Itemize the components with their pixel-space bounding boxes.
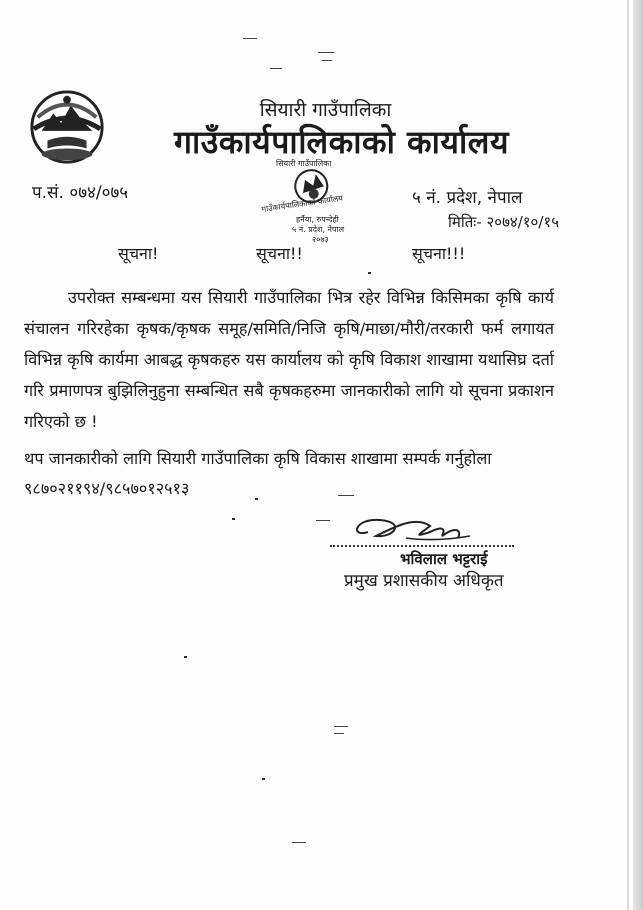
scan-speck xyxy=(316,520,330,521)
scan-speck xyxy=(270,68,282,69)
signatory-name: भविलाल भट्टराई xyxy=(400,550,488,568)
notice-heading: सूचना!!! xyxy=(412,244,466,263)
notice-date: मितिः- २०७४/१०/१५ xyxy=(448,213,560,231)
office-title: गाउँकार्यपालिकाको कार्यालय xyxy=(173,123,510,161)
office-name: सियारी गाउँपालिका xyxy=(259,99,392,121)
seal-text-line: सियारी गाउँपालिका xyxy=(276,159,332,168)
scan-speck xyxy=(243,38,257,39)
contact-line: थप जानकारीको लागि सियारी गाउँपालिका कृषि विकास शाखामा सम्पर्क गर्नुहोला xyxy=(24,449,492,468)
notice-body xyxy=(24,282,554,437)
seal-text-line: हर्नैया, रुपन्देही xyxy=(296,215,339,224)
scan-speck xyxy=(322,60,332,61)
scan-dot xyxy=(262,778,265,780)
signature-line xyxy=(330,545,514,547)
seal-text-line: २०७३ xyxy=(312,235,329,244)
seal-text-line: ५ नं. प्रदेश, नेपाल xyxy=(292,225,345,234)
notice-body-text: उपरोक्त सम्बन्धमा यस सियारी गाउँपालिका भित्र रहेर विभिन्न किसिमका कृषि कार्य संचालन गरिरहेका कृषक/कृषक समूह/समिति/निजि कृषि/माछा/मौरी/तरकारी फर्म लगायत विभिन्न कृषि कार्यमा आबद्ध कृषकहरु यस कार्यालय को कृषि विकाश शाखामा यथासिघ्र दर्ता गरि प्रमाणपत्र बुझिलिनुहुना सम्बन्धित सबै कृषकहरुमा जानकारीको लागि यो सूचना प्रकाशन गरिएको छ ! xyxy=(24,288,554,431)
signatory-role: प्रमुख प्रशासकीय अधिकृत xyxy=(344,571,504,591)
handwritten-signature xyxy=(346,508,476,554)
contact-phones: ९८७०२११९४/९८५७०१२५१३ xyxy=(24,479,190,498)
notice-heading: सूचना! xyxy=(118,244,159,263)
province-address: ५ नं. प्रदेश, नेपाल xyxy=(412,188,523,208)
scan-speck xyxy=(292,842,306,843)
scan-dot xyxy=(184,656,187,658)
seal-text-line: गाउँकार्यपालिकाको कार्यालय xyxy=(261,193,344,214)
scan-speck xyxy=(334,733,344,734)
notice-heading: सूचना!! xyxy=(256,244,303,263)
scan-speck xyxy=(334,726,348,727)
scan-dot xyxy=(232,518,235,520)
reference-number: प.सं. ०७४/०७५ xyxy=(32,183,129,203)
contact-info xyxy=(24,444,564,504)
office-seal-stamp xyxy=(256,158,360,246)
scan-speck xyxy=(318,52,334,53)
scan-dot xyxy=(368,272,371,274)
